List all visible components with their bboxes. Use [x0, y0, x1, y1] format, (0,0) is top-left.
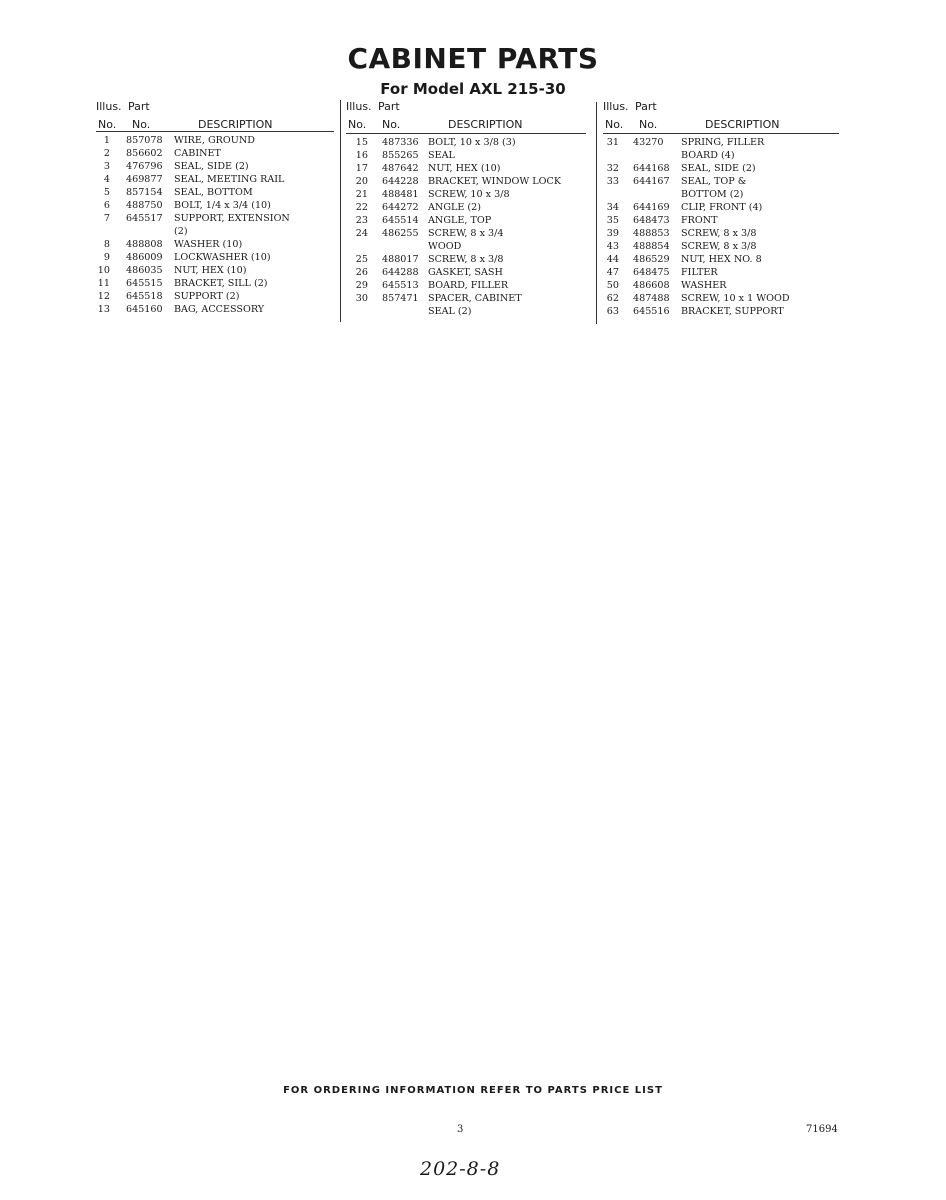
part-description: NUT, HEX (10)	[174, 265, 247, 276]
table-row	[346, 136, 586, 149]
part-number: 486608	[633, 280, 670, 291]
table-row	[603, 162, 839, 175]
part-description: NUT, HEX (10)	[428, 163, 501, 174]
part-number: 476796	[126, 161, 163, 172]
illus-number: 1	[103, 135, 110, 146]
part-description: BOARD (4)	[681, 150, 735, 161]
ordering-note: FOR ORDERING INFORMATION REFER TO PARTS PRICE LIST	[283, 1085, 663, 1096]
header-illus: Illus.	[603, 100, 629, 113]
illus-number: 47	[606, 267, 619, 278]
part-number: 645516	[633, 306, 670, 317]
part-number: 488854	[633, 241, 670, 252]
parts-column-1	[96, 98, 334, 316]
part-description: ANGLE (2)	[428, 202, 481, 213]
header-illus-no: No.	[605, 118, 624, 131]
part-number: 644168	[633, 163, 670, 174]
table-row	[346, 305, 586, 318]
part-description: SUPPORT, EXTENSION	[174, 213, 290, 224]
illus-number: 16	[355, 150, 368, 161]
illus-number: 33	[606, 176, 619, 187]
table-row	[346, 149, 586, 162]
table-row	[346, 201, 586, 214]
part-description: SCREW, 8 x 3/8	[681, 241, 757, 252]
header-rule	[603, 133, 839, 134]
part-description: SCREW, 8 x 3/8	[428, 254, 504, 265]
illus-number: 20	[355, 176, 368, 187]
illus-number: 31	[606, 137, 619, 148]
part-description: (2)	[174, 226, 188, 237]
illus-number: 6	[103, 200, 110, 211]
table-row	[96, 147, 334, 160]
illus-number: 35	[606, 215, 619, 226]
part-number: 487488	[633, 293, 670, 304]
table-row	[603, 279, 839, 292]
part-description: FILTER	[681, 267, 718, 278]
table-row	[346, 279, 586, 292]
part-number: 644169	[633, 202, 670, 213]
illus-number: 15	[355, 137, 368, 148]
illus-number: 4	[103, 174, 110, 185]
part-number: 648475	[633, 267, 670, 278]
part-description: BAG, ACCESSORY	[174, 304, 265, 315]
part-description: SCREW, 10 x 1 WOOD	[681, 293, 790, 304]
table-row	[603, 201, 839, 214]
illus-number: 22	[355, 202, 368, 213]
header-rule	[346, 133, 586, 134]
part-description: SEAL, SIDE (2)	[174, 161, 249, 172]
header-rule	[96, 131, 334, 132]
illus-number: 50	[606, 280, 619, 291]
header-part: Part	[635, 100, 657, 113]
table-row	[603, 253, 839, 266]
part-number: 856602	[126, 148, 163, 159]
parts-column-3	[603, 98, 839, 318]
table-row	[96, 134, 334, 147]
table-row	[346, 240, 586, 253]
table-row	[603, 266, 839, 279]
table-row	[346, 253, 586, 266]
part-description: FRONT	[681, 215, 718, 226]
part-description: SCREW, 8 x 3/8	[681, 228, 757, 239]
parts-rows	[603, 136, 839, 318]
part-number: 645517	[126, 213, 163, 224]
part-number: 486009	[126, 252, 163, 263]
table-row	[96, 186, 334, 199]
part-number: 644228	[382, 176, 419, 187]
table-row	[603, 149, 839, 162]
part-number: 645515	[126, 278, 163, 289]
table-row	[603, 136, 839, 149]
illus-number: 34	[606, 202, 619, 213]
part-number: 43270	[633, 137, 664, 148]
part-number: 487336	[382, 137, 419, 148]
illus-number: 3	[103, 161, 110, 172]
table-row	[346, 227, 586, 240]
part-number: 857154	[126, 187, 163, 198]
part-number: 645514	[382, 215, 419, 226]
part-description: WASHER (10)	[174, 239, 243, 250]
column-header	[96, 98, 334, 132]
part-description: BOARD, FILLER	[428, 280, 509, 291]
illus-number: 43	[606, 241, 619, 252]
page-number: 3	[457, 1124, 464, 1135]
part-description: SCREW, 8 x 3/4	[428, 228, 504, 239]
part-description: SEAL, MEETING RAIL	[174, 174, 285, 185]
table-row	[603, 240, 839, 253]
header-part: Part	[378, 100, 400, 113]
table-row	[96, 225, 334, 238]
table-row	[346, 162, 586, 175]
table-row	[96, 212, 334, 225]
page-title: CABINET PARTS	[347, 42, 599, 75]
part-number: 644272	[382, 202, 419, 213]
illus-number: 11	[97, 278, 110, 289]
illus-number: 62	[606, 293, 619, 304]
part-description: CABINET	[174, 148, 221, 159]
parts-rows	[96, 134, 334, 316]
part-description: SEAL, TOP &	[681, 176, 747, 187]
header-part-no: No.	[639, 118, 658, 131]
table-row	[96, 290, 334, 303]
part-number: 469877	[126, 174, 163, 185]
part-number: 488481	[382, 189, 419, 200]
part-number: 488750	[126, 200, 163, 211]
illus-number: 2	[103, 148, 110, 159]
table-row	[346, 175, 586, 188]
illus-number: 26	[355, 267, 368, 278]
table-row	[346, 188, 586, 201]
part-number: 857078	[126, 135, 163, 146]
column-divider	[596, 102, 597, 324]
table-row	[603, 188, 839, 201]
header-illus: Illus.	[96, 100, 122, 113]
part-description: BOLT, 1/4 x 3/4 (10)	[174, 200, 271, 211]
table-row	[96, 303, 334, 316]
part-number: 857471	[382, 293, 419, 304]
illus-number: 13	[97, 304, 110, 315]
column-header	[603, 98, 839, 134]
part-number: 486255	[382, 228, 419, 239]
illus-number: 23	[355, 215, 368, 226]
illus-number: 9	[103, 252, 110, 263]
part-description: BRACKET, SUPPORT	[681, 306, 784, 317]
part-description: BRACKET, WINDOW LOCK	[428, 176, 562, 187]
part-description: NUT, HEX NO. 8	[681, 254, 762, 265]
part-description: ANGLE, TOP	[428, 215, 492, 226]
part-number: 645160	[126, 304, 163, 315]
part-description: BRACKET, SILL (2)	[174, 278, 268, 289]
part-description: SUPPORT (2)	[174, 291, 240, 302]
header-part-no: No.	[132, 118, 151, 131]
part-description: WASHER	[681, 280, 727, 291]
illus-number: 29	[355, 280, 368, 291]
table-row	[96, 199, 334, 212]
table-row	[346, 292, 586, 305]
parts-column-2	[346, 98, 586, 318]
table-row	[96, 238, 334, 251]
header-description: DESCRIPTION	[705, 118, 780, 131]
part-description: WOOD	[428, 241, 462, 252]
header-illus-no: No.	[98, 118, 117, 131]
table-row	[96, 173, 334, 186]
part-description: WIRE, GROUND	[174, 135, 255, 146]
table-row	[346, 214, 586, 227]
illus-number: 5	[103, 187, 110, 198]
table-row	[603, 305, 839, 318]
column-divider	[340, 100, 341, 322]
header-illus: Illus.	[346, 100, 372, 113]
part-description: CLIP, FRONT (4)	[681, 202, 763, 213]
document-code: 71694	[806, 1124, 838, 1135]
illus-number: 24	[355, 228, 368, 239]
part-number: 487642	[382, 163, 419, 174]
illus-number: 10	[97, 265, 110, 276]
table-row	[96, 277, 334, 290]
part-number: 488853	[633, 228, 670, 239]
part-number: 644288	[382, 267, 419, 278]
part-description: GASKET, SASH	[428, 267, 503, 278]
illus-number: 12	[97, 291, 110, 302]
header-illus-no: No.	[348, 118, 367, 131]
table-row	[603, 227, 839, 240]
part-description: SEAL	[428, 150, 455, 161]
part-description: LOCKWASHER (10)	[174, 252, 271, 263]
part-description: SPACER, CABINET	[428, 293, 522, 304]
illus-number: 39	[606, 228, 619, 239]
part-number: 645518	[126, 291, 163, 302]
illus-number: 8	[103, 239, 110, 250]
illus-number: 32	[606, 163, 619, 174]
part-description: SCREW, 10 x 3/8	[428, 189, 510, 200]
part-number: 486035	[126, 265, 163, 276]
part-number: 486529	[633, 254, 670, 265]
illus-number: 7	[103, 213, 110, 224]
illus-number: 44	[606, 254, 619, 265]
table-row	[603, 292, 839, 305]
column-header	[346, 98, 586, 134]
parts-rows	[346, 136, 586, 318]
header-part: Part	[128, 100, 150, 113]
part-number: 644167	[633, 176, 670, 187]
illus-number: 25	[355, 254, 368, 265]
header-part-no: No.	[382, 118, 401, 131]
part-number: 645513	[382, 280, 419, 291]
table-row	[96, 251, 334, 264]
table-row	[96, 264, 334, 277]
table-row	[603, 175, 839, 188]
header-description: DESCRIPTION	[448, 118, 523, 131]
illus-number: 17	[355, 163, 368, 174]
part-description: SEAL, BOTTOM	[174, 187, 253, 198]
part-description: SEAL (2)	[428, 306, 472, 317]
part-number: 488808	[126, 239, 163, 250]
illus-number: 63	[606, 306, 619, 317]
part-number: 488017	[382, 254, 419, 265]
model-subtitle: For Model AXL 215-30	[380, 80, 566, 98]
part-number: 855265	[382, 150, 419, 161]
table-row	[96, 160, 334, 173]
table-row	[603, 214, 839, 227]
table-row	[346, 266, 586, 279]
illus-number: 30	[355, 293, 368, 304]
part-description: SEAL, SIDE (2)	[681, 163, 756, 174]
illus-number: 21	[355, 189, 368, 200]
part-number: 648473	[633, 215, 670, 226]
header-description: DESCRIPTION	[198, 118, 273, 131]
part-description: SPRING, FILLER	[681, 137, 765, 148]
handwritten-note: 202-8-8	[420, 1158, 501, 1180]
part-description: BOTTOM (2)	[681, 189, 744, 200]
part-description: BOLT, 10 x 3/8 (3)	[428, 137, 516, 148]
